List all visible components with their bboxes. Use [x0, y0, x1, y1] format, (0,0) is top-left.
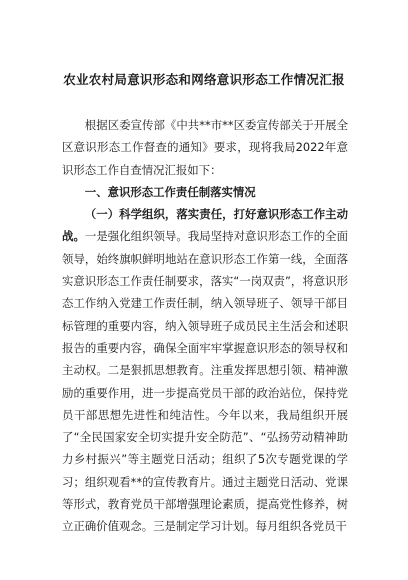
body-paragraph: [62, 203, 348, 537]
section-heading: 一、意识形态工作责任制落实情况: [84, 184, 256, 199]
document-body: [62, 114, 348, 538]
document-title: 农业农村局意识形态和网络意识形态工作情况汇报: [63, 72, 345, 87]
subsection-heading: （一）科学组织，落实责任，打好意识形态工作主动战。: [62, 207, 348, 244]
paragraph-text: 一是强化组织领导。我局坚持对意识形态工作的全面领导，始终旗帜鲜明地站在意识形态工作第一线，全面落实意识形态工作责任制要求，落实“一岗双责”，将意识形态工作纳入党建工作责任制，纳入领导班子、领导干部目标管理的重要内容，纳入领导班子成员民主生活会和述职报告的重要内容，确保全面牢牢掌握意识形态的领导权和主动权。二是狠抓思想教育。注重发挥思想引领、精神激励的重要作用，进一步提高党员干部的政治站位，保持党员干部思想先进性和纯洁性。今年以来，我局组织开展了“全民国家安全切实提升安全防范”、“弘扬劳动精神助力乡村振兴”等主题党日活动；组织了5次专题党课的学习；组织观看**的宣传教育片。通过主题党日活动、党课等形式，教育党员干部增强理论素质，提高党性修养，树立正确价值观念。三是制定学习计划。每月组织各党员干: [62, 229, 348, 534]
intro-paragraph: 根据区委宣传部《中共**市**区委宣传部关于开展全区意识形态工作督查的通知》要求，现将我局2022年意识形态工作自查情况汇报如下：: [62, 118, 348, 177]
